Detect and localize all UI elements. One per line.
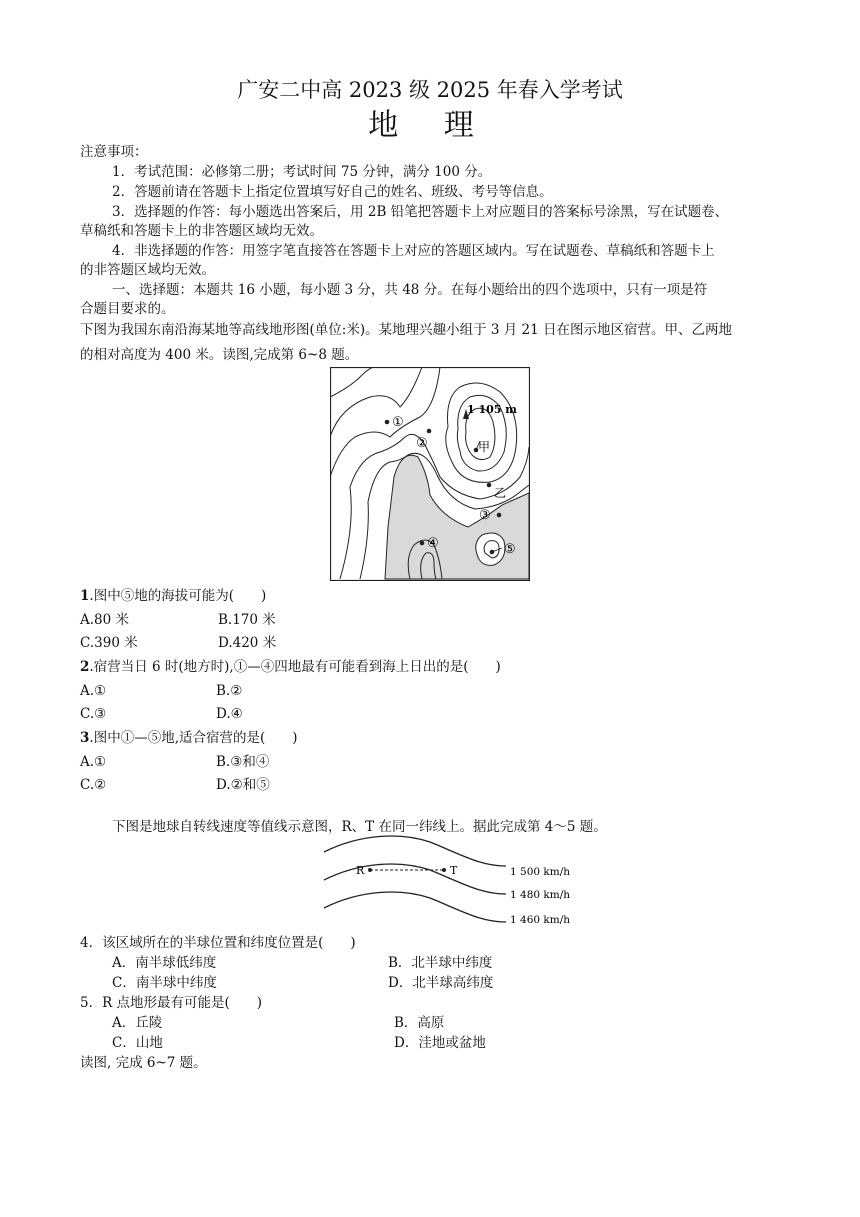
q1-option-d[interactable]: D.420 米 bbox=[218, 635, 277, 651]
q4-option-a[interactable]: A．南半球低纬度 bbox=[112, 955, 217, 971]
question-2-stem: .宿营当日 6 时(地方时),①—④四地最有可能看到海上日出的是( ) bbox=[89, 659, 501, 675]
isoline-label-1480: 1 480 km/h bbox=[510, 889, 571, 901]
section1-intro-cont: 合题目要求的。 bbox=[80, 301, 175, 317]
q1-option-c[interactable]: C.390 米 bbox=[80, 635, 138, 651]
question-1-number: 1 bbox=[80, 588, 90, 604]
point-t-marker bbox=[442, 868, 446, 872]
q2-option-b[interactable]: B.② bbox=[216, 683, 243, 699]
question-3-number: 3 bbox=[80, 730, 90, 746]
question-1-stem: .图中⑤地的海拔可能为( ) bbox=[89, 588, 267, 604]
q5-option-c[interactable]: C．山地 bbox=[112, 1035, 163, 1051]
q4-option-d[interactable]: D．北半球高纬度 bbox=[388, 975, 494, 991]
q3-option-c[interactable]: C.② bbox=[80, 777, 107, 793]
contour-map bbox=[330, 367, 530, 581]
q1-option-a[interactable]: A.80 米 bbox=[80, 612, 130, 628]
stimulus-line-1: 下图为我国东南沿海某地等高线地形图(单位:米)。某地理兴趣小组于 3 月 21 日在图示地区宿营。甲、乙两地 bbox=[80, 322, 733, 338]
question-5-stem: 5．R 点地形最有可能是( ) bbox=[80, 995, 263, 1011]
question-2-number: 2 bbox=[80, 659, 90, 675]
q3-option-d[interactable]: D.②和⑤ bbox=[216, 777, 270, 793]
q3-option-b[interactable]: B.③和④ bbox=[216, 754, 270, 770]
q5-option-a[interactable]: A．丘陵 bbox=[112, 1015, 163, 1031]
subject-title: 地 理 bbox=[368, 108, 492, 143]
label-r: R bbox=[356, 864, 365, 877]
q4-option-c[interactable]: C．南半球中纬度 bbox=[112, 975, 217, 991]
notice-heading: 注意事项： bbox=[80, 144, 148, 160]
notice-item-1: 1．考试范围：必修第二册；考试时间 75 分钟，满分 100 分。 bbox=[112, 164, 492, 180]
q2-option-a[interactable]: A.① bbox=[80, 683, 107, 699]
notice-item-2: 2．答题前请在答题卡上指定位置填写好自己的姓名、班级、考号等信息。 bbox=[112, 184, 553, 200]
question-3-stem: .图中①—⑤地,适合宿营的是( ) bbox=[89, 730, 298, 746]
q5-option-b[interactable]: B．高原 bbox=[394, 1015, 445, 1031]
section1-intro: 一、选择题：本题共 16 小题，每小题 3 分，共 48 分。在每小题给出的四个选项中，只有一项是符 bbox=[112, 282, 708, 298]
exam-title: 广安二中高 2023 级 2025 年春入学考试 bbox=[237, 78, 623, 102]
velocity-isoline-diagram bbox=[320, 832, 580, 932]
peak-label: 1 105 m bbox=[467, 403, 517, 416]
q2-option-d[interactable]: D.④ bbox=[216, 706, 243, 722]
isolines bbox=[324, 836, 506, 922]
stimulus-line-2: 的相对高度为 400 米。读图,完成第 6~8 题。 bbox=[80, 347, 359, 363]
question-3 bbox=[80, 729, 298, 747]
point-label-yi: 乙 bbox=[494, 486, 507, 500]
point-label-4: ④ bbox=[427, 536, 439, 551]
point-label-5: ⑤ bbox=[504, 542, 516, 557]
q2-option-c[interactable]: C.③ bbox=[80, 706, 107, 722]
notice-item-3-cont: 草稿纸和答题卡上的非答题区域均无效。 bbox=[80, 223, 323, 239]
section2-stimulus: 下图是地球自转线速度等值线示意图，R、T 在同一纬线上。据此完成第 4～5 题。 bbox=[112, 819, 607, 835]
question-2 bbox=[80, 658, 501, 676]
question-1 bbox=[80, 587, 266, 605]
q5-option-d[interactable]: D．洼地或盆地 bbox=[394, 1035, 486, 1051]
q3-option-a[interactable]: A.① bbox=[80, 754, 107, 770]
notice-item-4: 4．非选择题的作答：用签字笔直接答在答题卡上对应的答题区域内。写在试题卷、草稿纸和答题卡上 bbox=[112, 243, 715, 259]
point-label-1: ① bbox=[392, 415, 404, 430]
notice-item-4-cont: 的非答题区域均无效。 bbox=[80, 262, 215, 278]
footer-instruction: 读图, 完成 6~7 题。 bbox=[80, 1055, 207, 1071]
point-label-3: ③ bbox=[479, 508, 491, 523]
isoline-label-1500: 1 500 km/h bbox=[510, 866, 571, 878]
island bbox=[476, 533, 505, 565]
q4-option-b[interactable]: B．北半球中纬度 bbox=[388, 955, 493, 971]
point-label-jia: 甲 bbox=[478, 440, 491, 454]
point-r-marker bbox=[368, 868, 372, 872]
notice-item-3: 3．选择题的作答：每小题选出答案后，用 2B 铅笔把答题卡上对应题目的答案标号涂黑，写在试题卷、 bbox=[112, 204, 729, 220]
point-label-2: ② bbox=[416, 436, 428, 451]
isoline-label-1460: 1 460 km/h bbox=[510, 914, 571, 926]
question-4-stem: 4．该区域所在的半球位置和纬度位置是( ) bbox=[80, 935, 356, 951]
label-t: T bbox=[450, 864, 458, 877]
q1-option-b[interactable]: B.170 米 bbox=[218, 612, 276, 628]
